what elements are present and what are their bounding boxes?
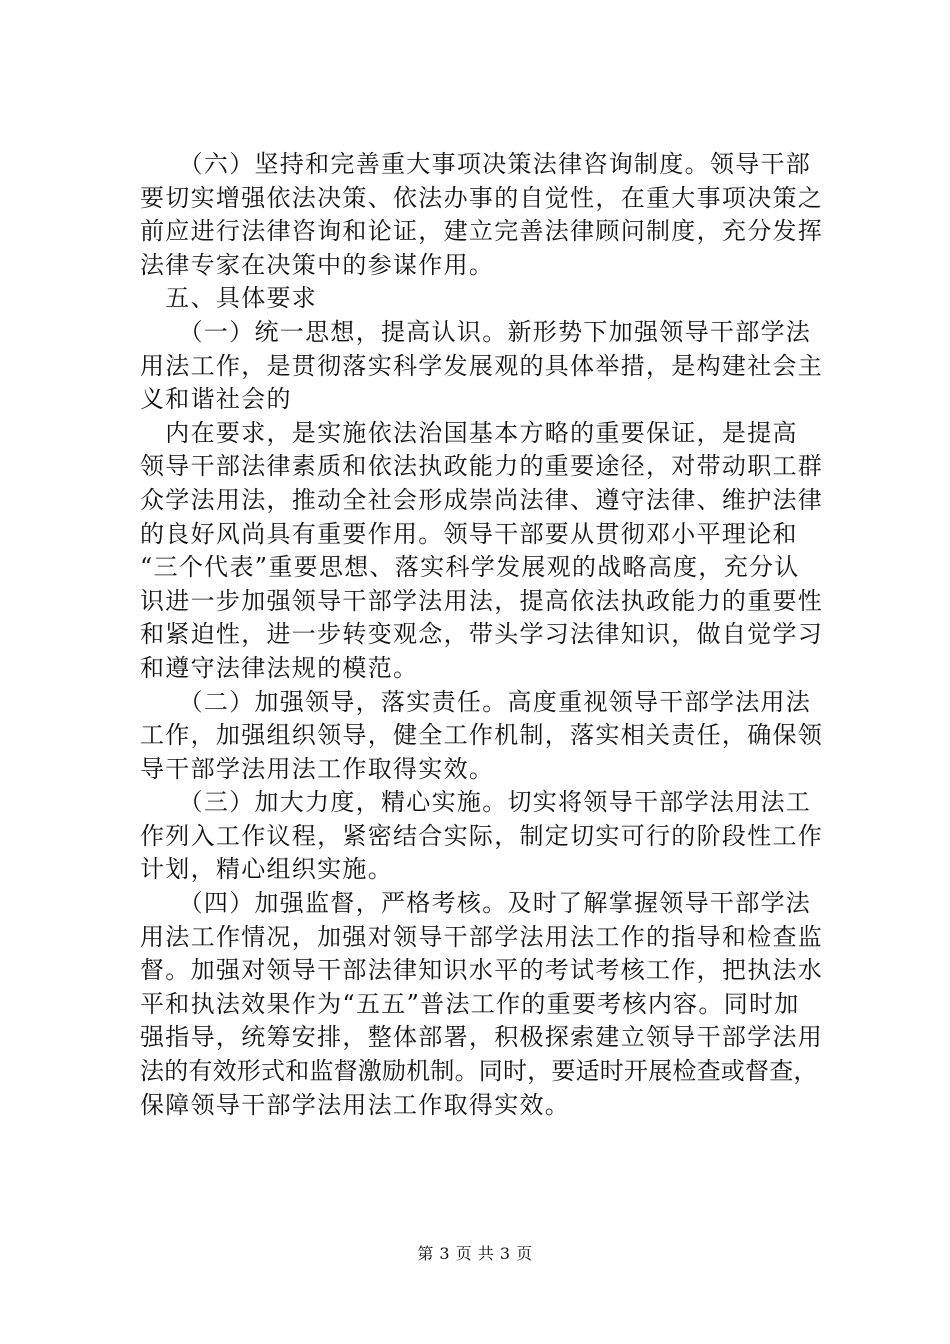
text-line: “三个代表”重要思想、落实科学发展观的战略高度，充分认 xyxy=(140,553,800,582)
document-body xyxy=(140,148,830,1122)
text-line: 和紧迫性，进一步转变观念，带头学习法律知识，做自觉学习 xyxy=(140,620,824,649)
text-line: 用法工作，是贯彻落实科学发展观的具体举措，是构建社会主 xyxy=(140,351,824,380)
text-line: （一）统一思想，提高认识。新形势下加强领导干部学法 xyxy=(140,317,812,346)
text-line: （四）加强监督，严格考核。及时了解掌握领导干部学法 xyxy=(140,889,812,918)
text-line: 用法工作情况，加强对领导干部学法用法工作的指导和检查监 xyxy=(140,922,824,951)
text-line: 法的有效形式和监督激励机制。同时，要适时开展检查或督查， xyxy=(140,1057,818,1086)
text-line: 内在要求，是实施依法治国基本方略的重要保证，是提高 xyxy=(140,418,798,447)
text-line: 和遵守法律法规的模范。 xyxy=(140,653,419,682)
section-heading: 五、具体要求 xyxy=(140,284,318,313)
text-line: 工作，加强组织领导，健全工作机制，落实相关责任，确保领 xyxy=(140,721,824,750)
text-line: 导干部学法用法工作取得实效。 xyxy=(140,754,495,783)
text-line: 督。加强对领导干部法律知识水平的考试考核工作，把执法水 xyxy=(140,956,824,985)
text-line: 的良好风尚具有重要作用。领导干部要从贯彻邓小平理论和 xyxy=(140,519,798,548)
text-line: 平和执法效果作为“五五”普法工作的重要考核内容。同时加 xyxy=(140,989,800,1018)
text-line: （六）坚持和完善重大事项决策法律咨询制度。领导干部 xyxy=(140,150,812,178)
text-line: 要切实增强依法决策、依法办事的自觉性，在重大事项决策之 xyxy=(140,183,824,212)
text-line: 法律专家在决策中的参谋作用。 xyxy=(140,250,495,279)
text-line: 保障领导干部学法用法工作取得实效。 xyxy=(140,1090,571,1119)
text-line: 强指导，统筹安排，整体部署，积极探索建立领导干部学法用 xyxy=(140,1023,824,1052)
text-line: 前应进行法律咨询和论证，建立完善法律顾问制度，充分发挥 xyxy=(140,217,824,246)
text-line: 义和谐社会的 xyxy=(140,385,292,414)
page-footer: 第 3 页 共 3 页 xyxy=(417,1244,533,1263)
text-line: 计划，精心组织实施。 xyxy=(140,855,393,884)
text-line: 作列入工作议程，紧密结合实际，制定切实可行的阶段性工作 xyxy=(140,821,824,850)
text-line: 众学法用法，推动全社会形成崇尚法律、遵守法律、维护法律 xyxy=(140,485,824,514)
text-line: 识进一步加强领导干部学法用法，提高依法执政能力的重要性 xyxy=(140,586,824,615)
text-line: （二）加强领导，落实责任。高度重视领导干部学法用法 xyxy=(140,687,812,716)
text-line: 领导干部法律素质和依法执政能力的重要途径，对带动职工群 xyxy=(140,452,824,481)
text-line: （三）加大力度，精心实施。切实将领导干部学法用法工 xyxy=(140,788,812,817)
